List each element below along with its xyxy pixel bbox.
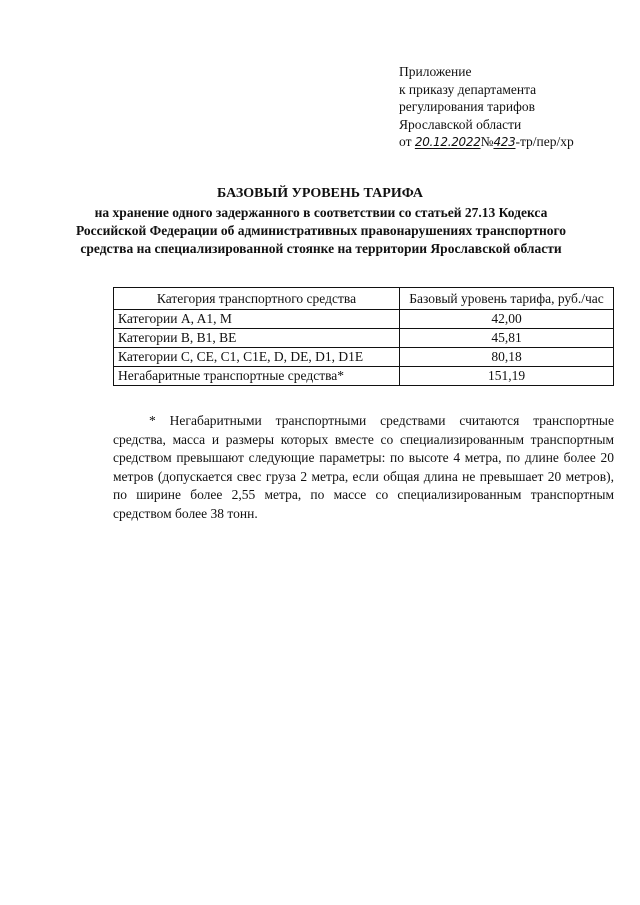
appendix-line-3: регулирования тарифов bbox=[399, 99, 536, 114]
appendix-line-1: Приложение bbox=[399, 64, 472, 79]
order-number-suffix: -тр/пер/хр bbox=[515, 134, 574, 149]
row-rate: 42,00 bbox=[400, 310, 614, 329]
order-date-line bbox=[399, 133, 574, 152]
row-rate: 151,19 bbox=[400, 367, 614, 386]
table-row bbox=[114, 310, 614, 329]
row-rate: 45,81 bbox=[400, 329, 614, 348]
document-title: БАЗОВЫЙ УРОВЕНЬ ТАРИФА bbox=[217, 186, 423, 201]
row-category: Негабаритные транспортные средства* bbox=[114, 367, 400, 386]
order-number-sign: № bbox=[480, 134, 494, 149]
table-row bbox=[114, 348, 614, 367]
header-category: Категория транспортного средства bbox=[114, 288, 400, 310]
table-row bbox=[114, 367, 614, 386]
row-category: Категории A, A1, M bbox=[114, 310, 400, 329]
tariff-table bbox=[113, 287, 614, 386]
row-category: Категории B, B1, BE bbox=[114, 329, 400, 348]
order-number: 423 bbox=[493, 135, 516, 149]
order-date: 20.12.2022 bbox=[414, 135, 481, 149]
appendix-block bbox=[399, 63, 574, 152]
document-subtitle: на хранение одного задержанного в соответствии со статьей 27.13 Кодекса Российской Федерации об административных правонарушениях транспортного средства на специализированной стоянке на территории Ярославской области bbox=[75, 205, 567, 256]
appendix-line-4: Ярославской области bbox=[399, 116, 522, 132]
row-rate: 80,18 bbox=[400, 348, 614, 367]
table-row bbox=[114, 329, 614, 348]
row-category: Категории C, CE, C1, C1E, D, DE, D1, D1E bbox=[114, 348, 400, 367]
footnote: * Негабаритными транспортными средствами считаются транспортные средства, масса и размеры которых вместе со специализированным транспортным средством превышают следующие параметры: по высоте 4 метра, по длине более 20 метров (допускается свес груза 2 метра, если общая длина не превышает 20 метров), по ширине более 2,55 метра, по массе со специализированным транспортным средством более 38 тонн. bbox=[113, 413, 614, 521]
appendix-line-2: к приказу департамента bbox=[399, 81, 537, 97]
table-header-row bbox=[114, 288, 614, 310]
header-rate: Базовый уровень тарифа, руб./час bbox=[400, 288, 614, 310]
order-date-prefix: от bbox=[399, 134, 412, 149]
